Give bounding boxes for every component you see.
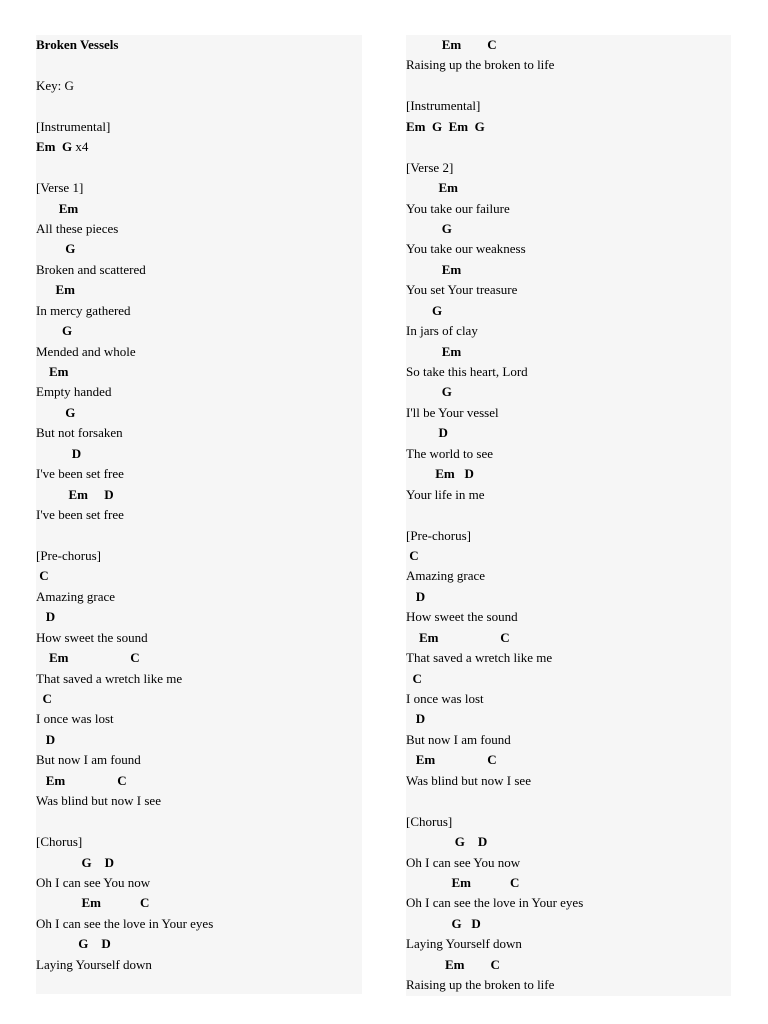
lyric-line: Amazing grace <box>406 568 486 584</box>
chord-line: C <box>406 547 419 563</box>
lyric-line: Oh I can see the love in Your eyes <box>36 915 214 931</box>
chord-line: Em C <box>406 629 510 645</box>
lyric-line: The world to see <box>406 445 494 461</box>
lyric-line: That saved a wretch like me <box>36 670 183 686</box>
chord-line: Em C <box>406 37 497 52</box>
section-label: [Chorus] <box>406 813 453 829</box>
chord-line: D <box>406 711 426 727</box>
section-label: [Pre-chorus] <box>36 547 101 563</box>
lyric-line: But now I am found <box>406 731 511 747</box>
chord-line: C <box>406 670 422 686</box>
chord-line: Em <box>406 180 458 196</box>
chord-line: G D <box>406 915 481 931</box>
chord-line: Em C <box>406 752 497 768</box>
chord-line: D <box>36 731 56 747</box>
key-line: Key: G <box>36 77 74 93</box>
chord-line: Em <box>36 282 75 298</box>
chord-text: Em G <box>36 139 73 155</box>
chord-line: D <box>406 588 426 604</box>
lyric-line: That saved a wretch like me <box>406 650 553 666</box>
lyric-line: I'll be Your vessel <box>406 404 499 420</box>
chord-line: D <box>406 425 448 441</box>
lyric-line: Raising up the broken to life <box>406 57 555 73</box>
chord-line <box>36 137 362 157</box>
chord-line: Em G Em G <box>406 118 485 134</box>
chord-line: D <box>36 609 56 625</box>
chord-line: Em D <box>406 466 474 482</box>
chord-line: Em C <box>36 895 150 911</box>
chord-line: D <box>36 445 82 461</box>
lyric-line: Oh I can see You now <box>406 854 521 870</box>
blank-line <box>36 812 362 832</box>
chord-line: Em C <box>406 874 520 890</box>
chord-line: G D <box>406 834 488 850</box>
right-column <box>406 35 731 996</box>
chord-line: G <box>36 323 73 339</box>
lyric-line: I once was lost <box>36 711 114 727</box>
blank-line <box>406 791 731 811</box>
lyric-line: How sweet the sound <box>36 629 148 645</box>
chord-line: C <box>36 691 52 706</box>
section-label: [Verse 1] <box>36 180 84 196</box>
lyric-line: Oh I can see the love in Your eyes <box>406 895 584 911</box>
lyric-line: How sweet the sound <box>406 609 518 625</box>
repeat-marker: x4 <box>72 139 89 155</box>
blank-line <box>36 55 362 75</box>
chord-line: Em C <box>36 650 140 666</box>
lyric-line: All these pieces <box>36 220 119 236</box>
lyric-line: Your life in me <box>406 486 485 502</box>
blank-line <box>36 526 362 546</box>
lyric-line: Broken and scattered <box>36 261 146 277</box>
lyric-line: Laying Yourself down <box>406 936 522 952</box>
lyric-line: Mended and whole <box>36 343 136 359</box>
section-label: [Instrumental] <box>36 118 111 134</box>
chord-line: Em D <box>36 486 114 502</box>
section-label: [Instrumental] <box>406 98 481 114</box>
lyric-line: Empty handed <box>36 384 112 400</box>
song-title: Broken Vessels <box>36 37 119 52</box>
chord-line: G <box>406 302 443 318</box>
blank-line <box>406 76 731 96</box>
section-label: [Verse 2] <box>406 159 454 175</box>
blank-line <box>406 505 731 525</box>
lyric-line: Oh I can see You now <box>36 874 151 890</box>
lyric-line: Was blind but now I see <box>406 772 531 788</box>
chord-line: G D <box>36 854 114 870</box>
section-label: [Chorus] <box>36 834 83 850</box>
lyric-line: But not forsaken <box>36 425 123 441</box>
chord-line: G D <box>36 936 111 952</box>
blank-line <box>36 158 362 178</box>
chord-line: Em <box>406 343 462 359</box>
chord-line: Em C <box>36 772 127 788</box>
blank-line <box>406 137 731 157</box>
lyric-line: You take our weakness <box>406 241 526 257</box>
lyric-line: I once was lost <box>406 691 484 706</box>
lyric-line: Was blind but now I see <box>36 793 161 809</box>
left-column <box>36 35 362 994</box>
lyric-line: I've been set free <box>36 466 124 482</box>
lyric-line: Amazing grace <box>36 588 116 604</box>
chord-line: Em <box>36 200 79 216</box>
section-label: [Pre-chorus] <box>406 527 471 543</box>
lyric-line: I've been set free <box>36 507 124 523</box>
chord-line: G <box>36 404 76 420</box>
chord-line: G <box>406 220 452 236</box>
lyric-line: Raising up the broken to life <box>406 977 555 993</box>
lyric-line: You take our failure <box>406 200 510 216</box>
chord-line: Em <box>406 261 462 277</box>
chord-line: Em <box>36 364 69 379</box>
blank-line <box>36 96 362 116</box>
lyric-line: In jars of clay <box>406 323 478 339</box>
lyric-line: So take this heart, Lord <box>406 364 528 379</box>
chord-line: Em C <box>406 956 500 972</box>
chord-line: C <box>36 568 49 584</box>
lyric-line: In mercy gathered <box>36 302 131 318</box>
chord-line: G <box>406 384 452 400</box>
chord-line: G <box>36 241 76 257</box>
lyric-line: You set Your treasure <box>406 282 518 298</box>
lyric-line: But now I am found <box>36 752 141 768</box>
lyric-line: Laying Yourself down <box>36 956 152 972</box>
